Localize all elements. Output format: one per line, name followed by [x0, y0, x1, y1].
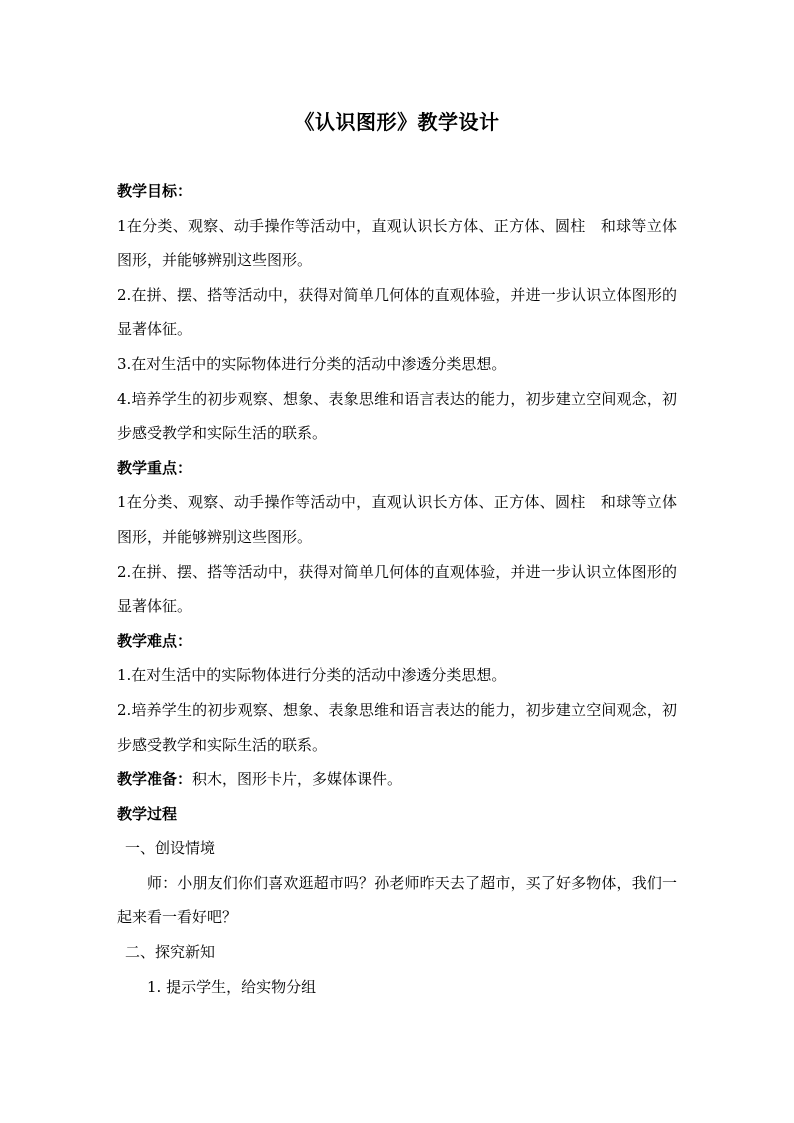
section-1-title: 一、创设情境	[125, 839, 216, 858]
goal-item-4: 4.培养学生的初步观察、想象、表象思维和语言表达的能力，初步建立空间观念，初步感受教学和实际生活的联系。	[117, 389, 677, 443]
difficulties-heading: 教学难点：	[117, 631, 193, 650]
difficulty-item-1: 1.在对生活中的实际物体进行分类的活动中渗透分类思想。	[117, 666, 507, 685]
key-points-heading: 教学重点：	[117, 458, 193, 477]
process-heading: 教学过程	[117, 804, 178, 823]
section-2-item-1: 1. 提示学生，给实物分组	[147, 977, 317, 996]
document-title: 《认识图形》教学设计	[294, 110, 500, 134]
goal-item-1: 1在分类、观察、动手操作等活动中，直观认识长方体、正方体、圆柱 和球等立体图形，并能够辨别这些图形。	[117, 216, 677, 270]
goal-item-2: 2.在拼、摆、搭等活动中，获得对简单几何体的直观体验，并进一步认识立体图形的显著体征。	[117, 285, 677, 339]
goals-heading: 教学目标：	[117, 182, 193, 200]
preparation-line	[117, 762, 677, 797]
key-point-item-2: 2.在拼、摆、搭等活动中，获得对简单几何体的直观体验，并进一步认识立体图形的显著体征。	[117, 562, 677, 616]
section-2-title: 二、探究新知	[125, 943, 216, 962]
goal-item-3: 3.在对生活中的实际物体进行分类的活动中渗透分类思想。	[117, 354, 507, 373]
preparation-label: 教学准备：	[117, 770, 193, 789]
preparation-text: 积木，图形卡片，多媒体课件。	[192, 770, 403, 789]
key-point-item-1: 1在分类、观察、动手操作等活动中，直观认识长方体、正方体、圆柱 和球等立体图形，并能够辨别这些图形。	[117, 493, 677, 546]
document-body	[117, 174, 677, 1004]
section-1-text: 师：小朋友们你们喜欢逛超市吗？孙老师昨天去了超市，买了好多物体，我们一起来看一看好吧？	[117, 873, 677, 927]
difficulty-item-2: 2.培养学生的初步观察、想象、表象思维和语言表达的能力，初步建立空间观念，初步感受教学和实际生活的联系。	[117, 700, 677, 754]
